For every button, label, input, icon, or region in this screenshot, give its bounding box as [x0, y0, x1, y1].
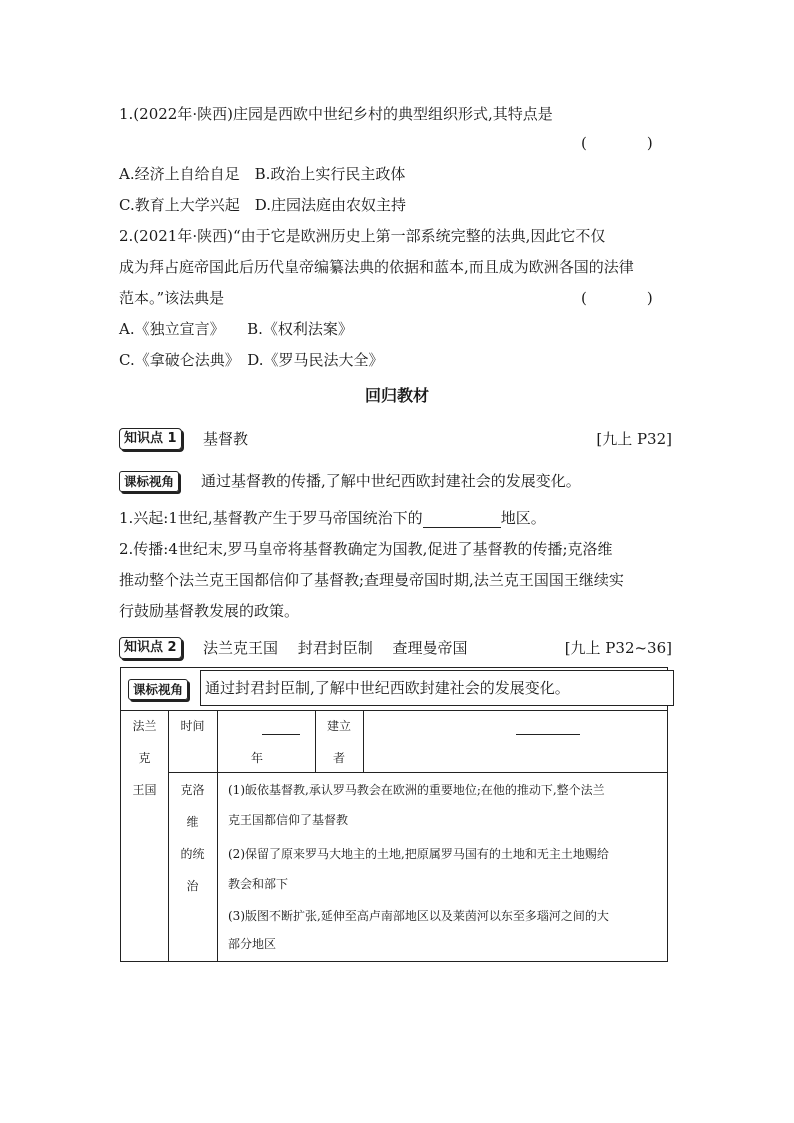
kp2-kebiao-badge: 课标视角 — [128, 679, 188, 700]
row-header-line1: 法兰 — [132, 719, 157, 733]
kp2-page-ref: [九上 P32~36] — [564, 639, 672, 657]
kp1-item2-line3: 行鼓励基督教发展的政策。 — [119, 602, 300, 620]
q1-options-ab: A.经济上自给自足 B.政治上实行民主政体 — [119, 165, 406, 183]
founder-label-line1: 建立 — [326, 719, 351, 733]
clovis-label-line3: 的统 — [180, 847, 205, 861]
kp2-title: 法兰克王国 封君封臣制 查理曼帝国 — [203, 639, 468, 657]
q1-answer-paren[interactable]: ( ) — [581, 134, 653, 152]
q2-stem-line2: 成为拜占庭帝国此后历代皇帝编纂法典的依据和蓝本,而且成为欧洲各国的法律 — [119, 258, 634, 276]
kp1-item2-line1: 2.传播:4世纪末,罗马皇帝将基督教确定为国教,促进了基督教的传播;克洛维 — [119, 540, 613, 558]
founder-blank[interactable] — [516, 719, 580, 735]
clovis-point1-line2: 克王国都信仰了基督教 — [228, 813, 349, 827]
franks-table — [120, 667, 668, 962]
clovis-label-line1: 克洛 — [180, 783, 205, 797]
time-label: 时间 — [180, 719, 205, 733]
kp1-kebiao-badge: 课标视角 — [119, 471, 179, 492]
q1-options-cd: C.教育上大学兴起 D.庄园法庭由农奴主持 — [119, 196, 406, 214]
kp2-header — [119, 637, 672, 661]
clovis-label-line4: 治 — [186, 879, 199, 893]
kp1-header — [119, 428, 672, 452]
year-blank[interactable] — [262, 719, 300, 735]
kp1-item1 — [119, 508, 546, 528]
kp1-page-ref: [九上 P32] — [596, 430, 672, 448]
row-header-line2: 克 — [138, 751, 151, 765]
kp1-item2-line2: 推动整个法兰克王国都信仰了基督教;查理曼帝国时期,法兰克王国国王继续实 — [119, 571, 624, 589]
kp1-title: 基督教 — [203, 430, 249, 448]
kp2-badge: 知识点 2 — [119, 637, 182, 659]
table-line-h2 — [168, 772, 667, 773]
clovis-point2-line2: 教会和部下 — [228, 877, 289, 891]
kp1-item1-blank[interactable] — [423, 512, 501, 528]
kp1-item1-post: 地区。 — [500, 509, 546, 527]
clovis-label-line2: 维 — [186, 815, 199, 829]
q2-answer-paren[interactable]: ( ) — [581, 289, 653, 307]
year-label: 年 — [250, 751, 263, 765]
kp1-badge: 知识点 1 — [119, 428, 182, 450]
q2-options-cd: C.《拿破仑法典》 D.《罗马民法大全》 — [119, 351, 384, 369]
clovis-point1-line1: (1)皈依基督教,承认罗马教会在欧洲的重要地位;在他的推动下,整个法兰 — [228, 783, 605, 797]
founder-label-line2: 者 — [332, 751, 345, 765]
kp1-item1-pre: 1.兴起:1世纪,基督教产生于罗马帝国统治下的 — [119, 509, 423, 527]
clovis-point3-line1: (3)版图不断扩张,延伸至高卢南部地区以及莱茵河以东至多瑙河之间的大 — [228, 909, 609, 923]
q2-options-ab: A.《独立宣言》 B.《权利法案》 — [119, 320, 353, 338]
clovis-point3-line2: 部分地区 — [228, 937, 277, 951]
table-line-h1 — [121, 710, 667, 711]
q2-stem-line3: 范本。”该法典是 — [119, 289, 225, 307]
kp2-kebiao-box — [200, 670, 674, 706]
kp2-kebiao-text: 通过封君封臣制,了解中世纪西欧封建社会的发展变化。 — [205, 679, 570, 697]
table-line-v4 — [363, 710, 364, 772]
row-header-line3: 王国 — [132, 783, 157, 797]
q2-stem-line1: 2.(2021年·陕西)“由于它是欧洲历史上第一部系统完整的法典,因此它不仅 — [119, 227, 606, 245]
clovis-point2-line1: (2)保留了原来罗马大地主的土地,把原属罗马国有的土地和无主土地赐给 — [228, 847, 609, 861]
kp1-kebiao-text: 通过基督教的传播,了解中世纪西欧封建社会的发展变化。 — [201, 472, 581, 490]
q1-stem: 1.(2022年·陕西)庄园是西欧中世纪乡村的典型组织形式,其特点是 — [119, 105, 553, 123]
section-title: 回归教材 — [364, 386, 429, 405]
